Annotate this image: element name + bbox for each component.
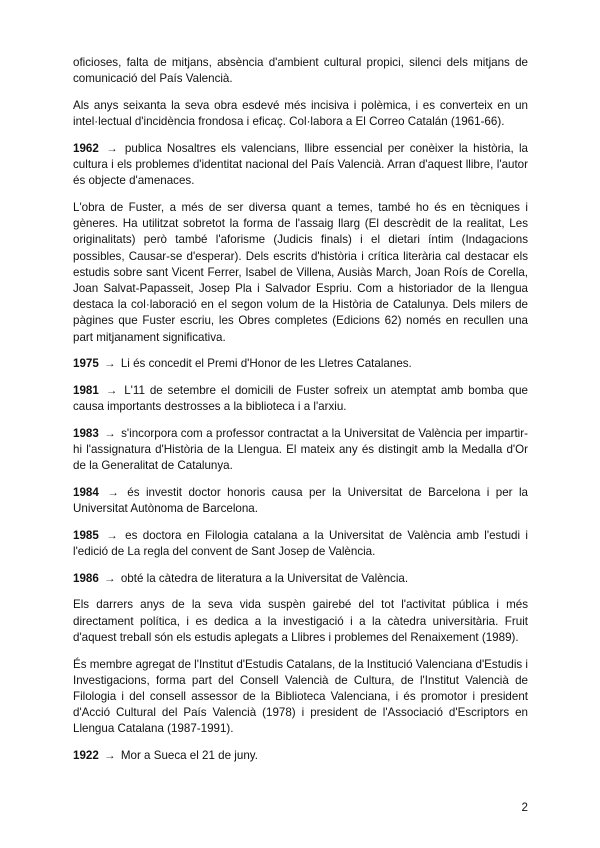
entry-year: 1983 <box>73 426 99 440</box>
timeline-entry-1975 <box>73 356 528 372</box>
paragraph-membre-agregat: És membre agregat de l'Institut d'Estudis Catalans, de la Institució Valenciana d'Estudis i Investigacions, forma part del Consell Valencià de Cultura, de l'Institut Valencià de Filologia i del consell assessor de la Biblioteca Valenciana, i és promotor i president d'Acció Cultural del País Valencià (1978) i president de l'Associació d'Escriptors en Llengua Catalana (1987-1991). <box>73 657 528 736</box>
right-arrow-icon: → <box>106 141 118 155</box>
timeline-entry-1986 <box>73 571 528 587</box>
entry-text: Li és concedit el Premi d'Honor de les Lletres Catalanes. <box>120 357 412 371</box>
entry-text: es doctora en Filologia catalana a la Universitat de València amb l'estudi i l'edició de La regla del convent de Sant Josep de València. <box>73 528 528 559</box>
entry-text: publica Nosaltres els valencians, llibre essencial per conèixer la història, la cultura i els problemes d'identitat nacional del País Valencià. Arran d'aquest llibre, l'autor és objecte d'amenaces. <box>73 141 529 188</box>
timeline-entry-1985 <box>73 528 528 560</box>
entry-text: s'incorpora com a professor contractat a la Universitat de València per impartir-hi l'assignatura d'Història de la Llengua. El mateix any és distingit amb la Medalla d'Or de la Generalitat de Catalunya. <box>73 426 528 473</box>
entry-text: L'11 de setembre el domicili de Fuster sofreix un atemptat amb bomba que causa importants destrosses a la biblioteca i a l'arxiu. <box>73 383 528 414</box>
entry-year: 1984 <box>73 485 99 499</box>
entry-year: 1986 <box>73 571 99 585</box>
right-arrow-icon: → <box>106 528 118 542</box>
right-arrow-icon: → <box>105 383 118 397</box>
paragraph-darrers-anys: Els darrers anys de la seva vida suspèn gairebé del tot l'activitat pública i més directament política, i es dedica a la investigació i a la càtedra universitària. Fruit d'aquest treball són els estudis aplegats a Llibres i problemes del Renaixement (1989). <box>73 598 528 644</box>
right-arrow-icon: → <box>104 426 116 440</box>
timeline-entry-1983 <box>73 426 528 475</box>
paragraph-oficioses: oficioses, falta de mitjans, absència d'ambient cultural propici, silenci dels mitjans de comunicació del País Valencià. <box>73 56 528 86</box>
right-arrow-icon: → <box>104 357 116 371</box>
entry-year: 1975 <box>73 357 99 371</box>
paragraph-obra-fuster: L'obra de Fuster, a més de ser diversa quant a temes, també ho és en tècniques i gèneres. Ha utilitzat sobretot la forma de l'assaig llarg (El descrèdit de la realitat, Les originalitats) però també l'aforisme (Judicis finals) i el dietari íntim (Indagacions possibles, Causar-se d'esperar). Dels escrits d'història i crítica literària cal destacar els estudis sobre sant Vicent Ferrer, Isabel de Villena, Ausiàs March, Joan Roís de Corella, Joan Salvat-Papasseit, Josep Pla i Salvador Espriu. Com a historiador de la llengua destaca la col·laboració en el segon volum de la Història de Catalunya. Dels milers de pàgines que Fuster escriu, les Obres completes (Edicions 62) només en recullen una part mitjanament significativa. <box>73 200 528 344</box>
timeline-entry-1984 <box>73 485 528 517</box>
page-number: 2 <box>521 801 528 814</box>
entry-year: 1962 <box>73 141 99 155</box>
timeline-entry-1962 <box>73 141 528 190</box>
entry-text: Mor a Sueca el 21 de juny. <box>120 749 258 763</box>
paragraph-anys-seixanta: Als anys seixanta la seva obra esdevé més incisiva i polèmica, i es converteix en un intel·lectual d'incidència frondosa i eficaç. Col·labora a El Correo Catalán (1961-66). <box>73 98 528 129</box>
right-arrow-icon: → <box>107 485 119 499</box>
entry-year: 1985 <box>73 528 99 542</box>
body-text <box>73 55 528 775</box>
entry-text: és investit doctor honoris causa per la Universitat de Barcelona i per la Universitat Autònoma de Barcelona. <box>73 485 528 516</box>
timeline-entry-1981 <box>73 383 528 415</box>
entry-text: obté la càtedra de literatura a la Universitat de València. <box>120 571 409 585</box>
right-arrow-icon: → <box>104 749 116 763</box>
timeline-entry-1922 <box>73 748 528 764</box>
entry-year: 1981 <box>73 383 99 397</box>
entry-year: 1922 <box>73 749 99 763</box>
right-arrow-icon: → <box>104 571 116 585</box>
